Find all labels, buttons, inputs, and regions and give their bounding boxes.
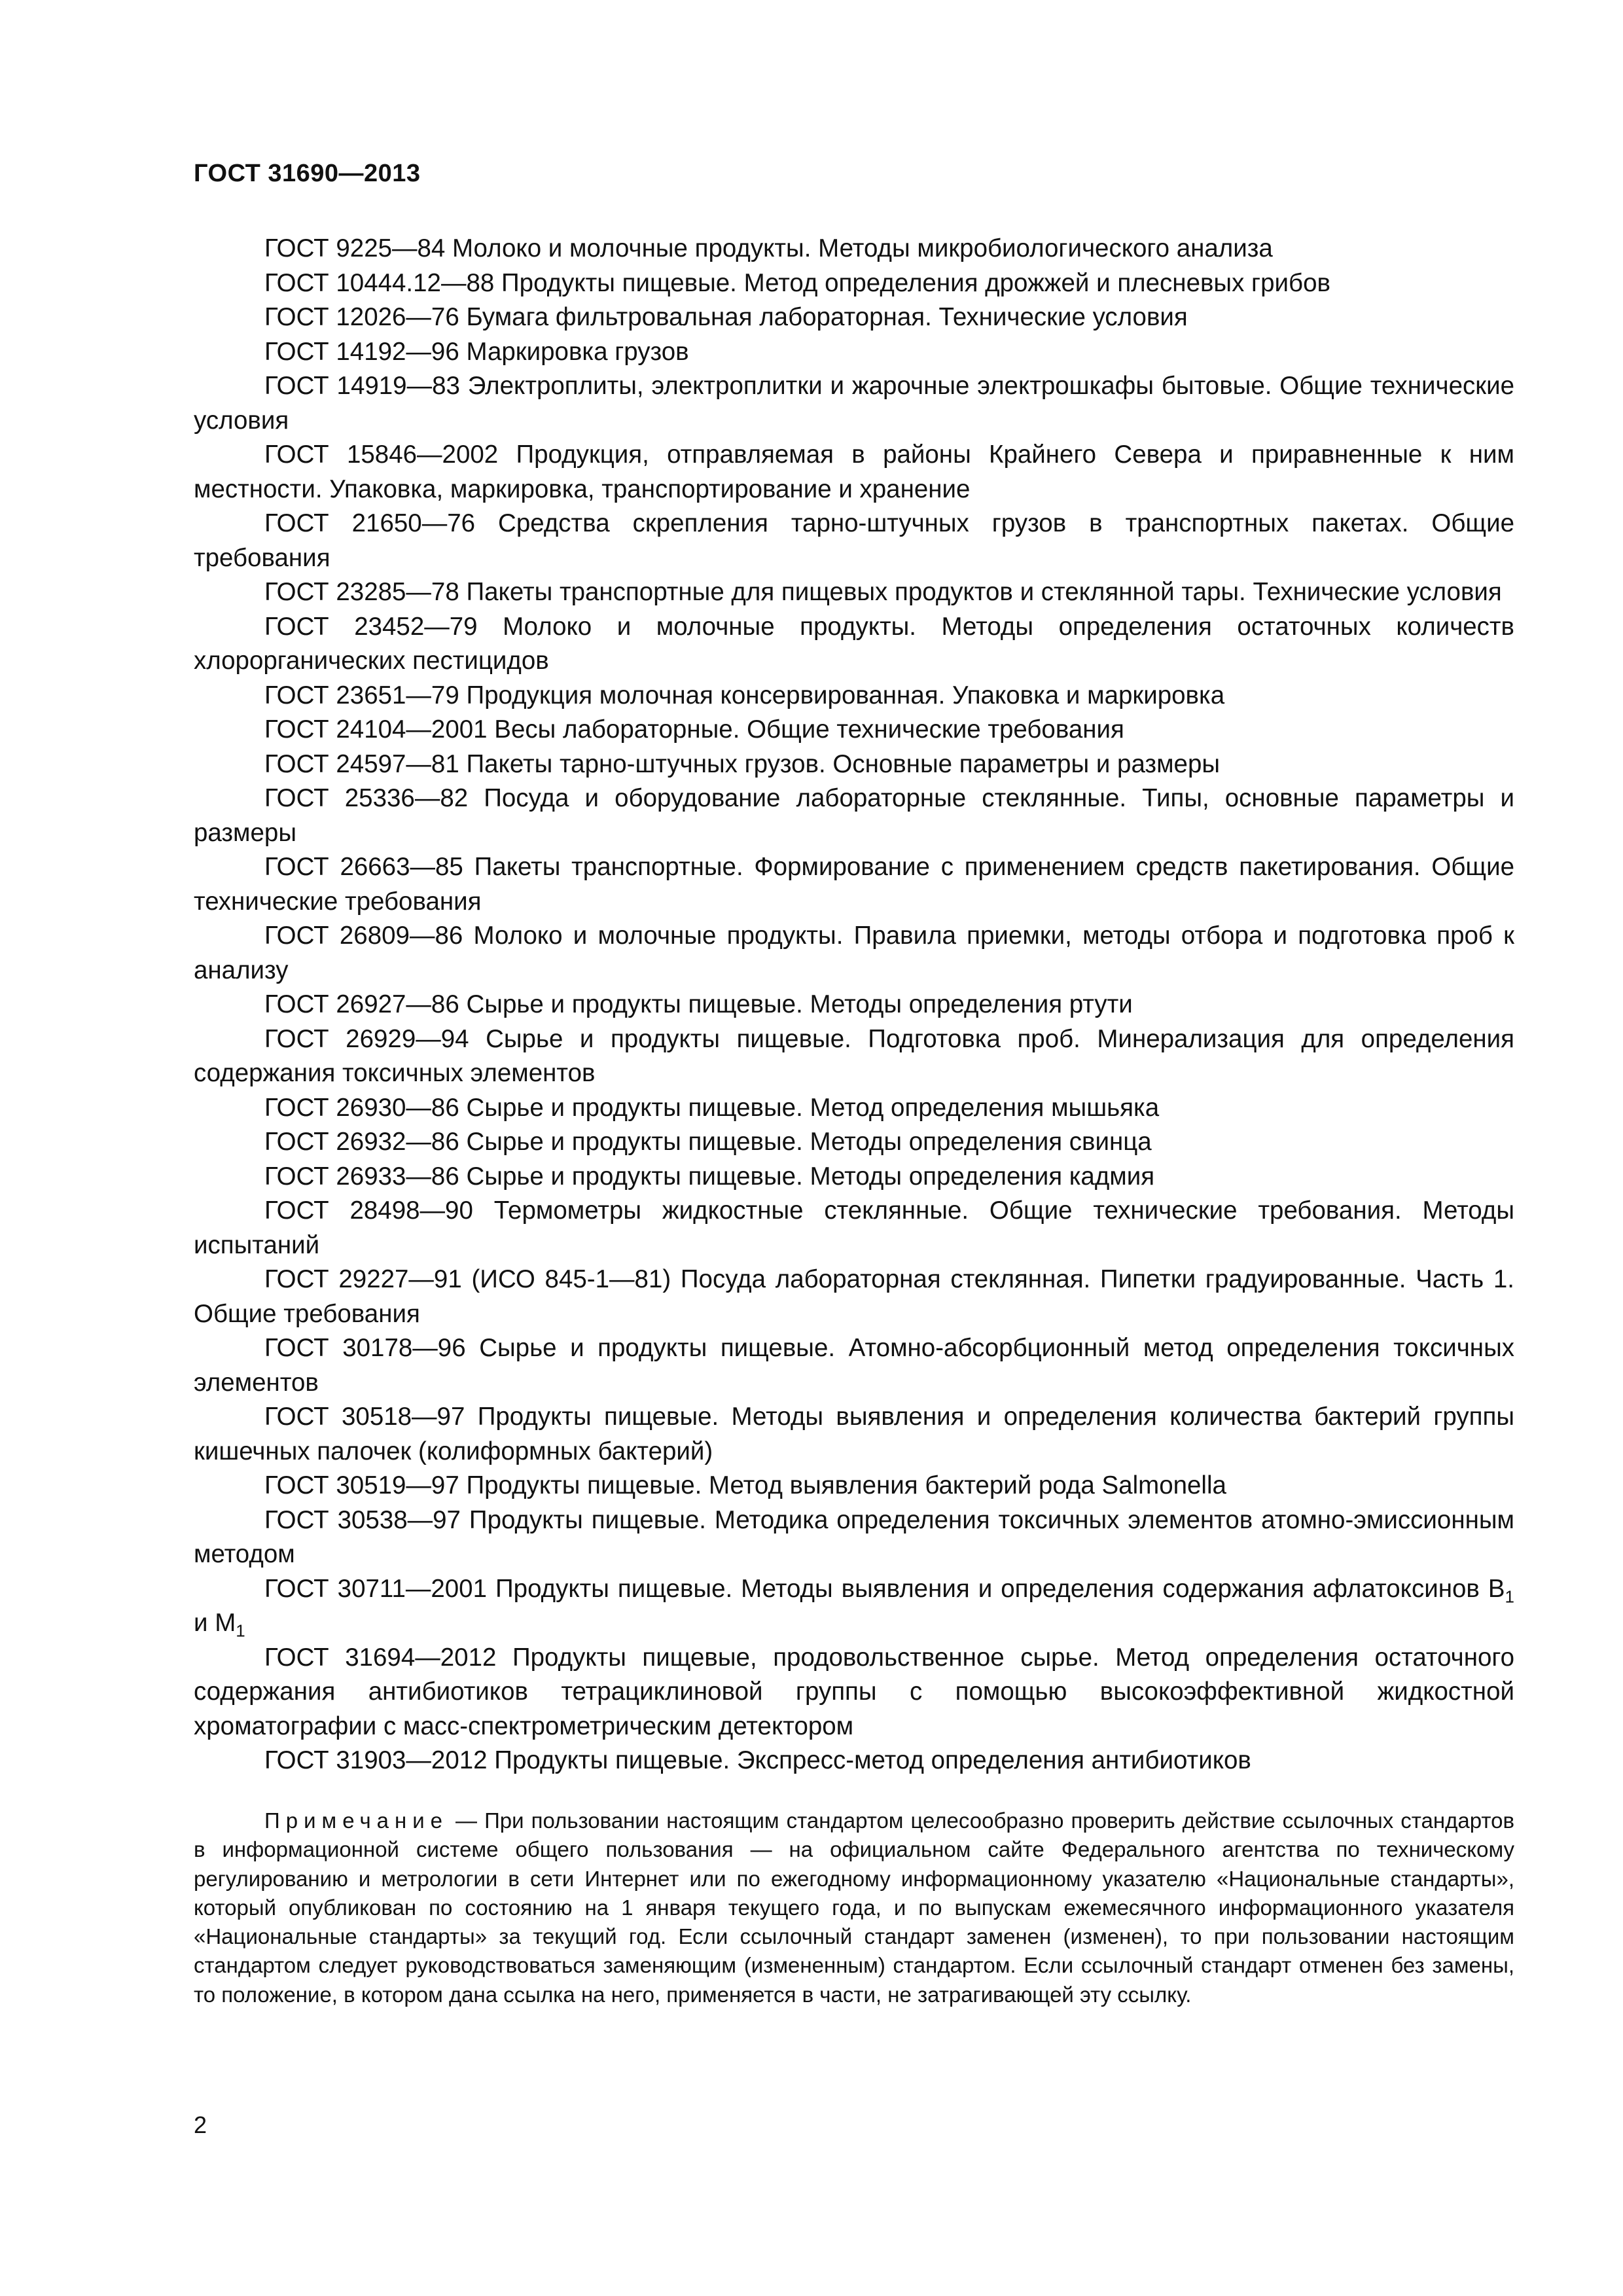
- reference-title: Продукты пищевые. Методы выявления и определения содержания афлатоксинов B: [495, 1574, 1505, 1603]
- reference-code: ГОСТ 28498—90: [264, 1196, 473, 1225]
- reference-title: Сырье и продукты пищевые. Методы определения кадмия: [466, 1162, 1155, 1191]
- reference-code: ГОСТ 24104—2001: [264, 715, 488, 744]
- reference-code: ГОСТ 26663—85: [264, 853, 463, 881]
- reference-code: ГОСТ 30519—97: [264, 1471, 459, 1499]
- reference-item: [194, 919, 1514, 988]
- reference-code: ГОСТ 26929—94: [264, 1024, 469, 1053]
- reference-code: ГОСТ 31903—2012: [264, 1746, 488, 1774]
- reference-title: Продукты пищевые. Методика определения токсичных элементов атомно-эмиссионным методом: [194, 1505, 1514, 1568]
- reference-item: [194, 1331, 1514, 1400]
- note-text: — При пользовании настоящим стандартом целесообразно проверить действие ссылочных стандартов в информационной системе общего пользования — на официальном сайте Федерального агентства по техническому регулированию и метрологии в сети Интернет или по ежегодному информационному указателю «Национальные стандарты», который опубликован по состоянию на 1 января текущего года, и по выпускам ежемесячного информационного указателя «Национальные стандарты» за текущий год. Если ссылочный стандарт заменен (изменен), то при пользовании настоящим стандартом следует руководствоваться заменяющим (измененным) стандартом. Если ссылочный стандарт отменен без замены, то положение, в котором дана ссылка на него, применяется в части, не затрагивающей эту ссылку.: [194, 1808, 1514, 2007]
- reference-item: [194, 1194, 1514, 1263]
- reference-item: [194, 266, 1514, 301]
- reference-code: ГОСТ 31694—2012: [264, 1643, 497, 1672]
- reference-code: ГОСТ 9225—84: [264, 234, 446, 262]
- reference-item: [194, 1263, 1514, 1331]
- reference-item: [194, 988, 1514, 1022]
- reference-item: [194, 438, 1514, 507]
- reference-code: ГОСТ 24597—81: [264, 749, 459, 778]
- reference-item: [194, 747, 1514, 782]
- reference-code: ГОСТ 12026—76: [264, 303, 459, 331]
- reference-item: [194, 1125, 1514, 1160]
- reference-title: Бумага фильтровальная лабораторная. Технические условия: [466, 303, 1188, 331]
- reference-code: ГОСТ 26809—86: [264, 922, 463, 950]
- normative-references-list: [194, 232, 1514, 1778]
- reference-item: [194, 781, 1514, 850]
- subscript-index: 1: [236, 1621, 245, 1641]
- reference-title: Посуда лабораторная стеклянная. Пипетки градуированные. Часть 1. Общие требования: [194, 1265, 1514, 1328]
- reference-title: Пакеты тарно-штучных грузов. Основные параметры и размеры: [466, 749, 1221, 778]
- reference-item: [194, 1160, 1514, 1194]
- reference-item: [194, 1400, 1514, 1469]
- reference-item: [194, 369, 1514, 438]
- reference-item: [194, 1022, 1514, 1091]
- reference-title: Средства скрепления тарно-штучных грузов в транспортных пакетах. Общие требования: [194, 509, 1514, 572]
- reference-item: [194, 1091, 1514, 1126]
- reference-item: [194, 679, 1514, 713]
- reference-code: ГОСТ 15846—2002: [264, 440, 499, 469]
- reference-title: Продукция молочная консервированная. Упаковка и маркировка: [466, 681, 1225, 709]
- reference-item: [194, 507, 1514, 575]
- reference-code: ГОСТ 26927—86: [264, 990, 459, 1018]
- note-paragraph: [194, 1806, 1514, 2009]
- reference-title: Продукты пищевые. Экспресс-метод определения антибиотиков: [494, 1746, 1251, 1774]
- page-number: 2: [194, 2111, 207, 2138]
- reference-title: Сырье и продукты пищевые. Методы определения свинца: [466, 1128, 1152, 1156]
- reference-title: Продукты пищевые. Метод определения дрожжей и плесневых грибов: [501, 268, 1330, 297]
- reference-item: [194, 1503, 1514, 1572]
- reference-title: Продукты пищевые. Методы выявления и определения количества бактерий группы кишечных палочек (колиформных бактерий): [194, 1403, 1514, 1465]
- reference-title: Электроплиты, электроплитки и жарочные электрошкафы бытовые. Общие технические условия: [194, 372, 1514, 435]
- reference-title: Маркировка грузов: [466, 337, 689, 366]
- reference-code: ГОСТ 25336—82: [264, 784, 469, 812]
- reference-title: Сырье и продукты пищевые. Подготовка проб. Минерализация для определения содержания токсичных элементов: [194, 1024, 1514, 1087]
- reference-code: ГОСТ 30178—96: [264, 1334, 466, 1362]
- reference-item: [194, 1469, 1514, 1503]
- document-header-code: ГОСТ 31690—2013: [194, 160, 421, 187]
- reference-code: ГОСТ 23285—78: [264, 578, 459, 606]
- reference-title: Продукты пищевые, продовольственное сырье. Метод определения остаточного содержания антибиотиков тетрациклиновой группы с помощью высокоэффективной жидкостной хроматографии с масс-спектрометрическим детектором: [194, 1643, 1514, 1740]
- subscript-index: 1: [1505, 1587, 1514, 1607]
- reference-item: [194, 1744, 1514, 1778]
- reference-item: [194, 610, 1514, 679]
- reference-title: Пакеты транспортные. Формирование с применением средств пакетирования. Общие технические требования: [194, 853, 1514, 916]
- reference-code: ГОСТ 26932—86: [264, 1128, 459, 1156]
- reference-code: ГОСТ 26930—86: [264, 1093, 459, 1122]
- reference-item: [194, 850, 1514, 919]
- reference-item: [194, 713, 1514, 747]
- reference-title: Посуда и оборудование лабораторные стеклянные. Типы, основные параметры и размеры: [194, 784, 1514, 847]
- reference-title: Сырье и продукты пищевые. Атомно-абсорбционный метод определения токсичных элементов: [194, 1334, 1514, 1397]
- reference-code: ГОСТ 21650—76: [264, 509, 476, 537]
- reference-item: [194, 1572, 1514, 1641]
- reference-title: Сырье и продукты пищевые. Метод определения мышьяка: [466, 1093, 1160, 1122]
- reference-code: ГОСТ 30518—97: [264, 1403, 465, 1431]
- reference-item: [194, 232, 1514, 266]
- reference-code: ГОСТ 29227—91 (ИСО 845-1—81): [264, 1265, 671, 1293]
- reference-code: ГОСТ 26933—86: [264, 1162, 459, 1191]
- reference-title: Термометры жидкостные стеклянные. Общие технические требования. Методы испытаний: [194, 1196, 1514, 1259]
- reference-title-continuation: и M: [194, 1609, 236, 1637]
- reference-title: Молоко и молочные продукты. Правила приемки, методы отбора и подготовка проб к анализу: [194, 922, 1514, 984]
- note-label: Примечание: [264, 1808, 449, 1833]
- reference-title: Продукты пищевые. Метод выявления бактерий рода Salmonella: [466, 1471, 1226, 1499]
- reference-code: ГОСТ 23452—79: [264, 612, 478, 641]
- reference-code: ГОСТ 14192—96: [264, 337, 459, 366]
- reference-item: [194, 575, 1514, 610]
- reference-code: ГОСТ 23651—79: [264, 681, 459, 709]
- reference-code: ГОСТ 30711—2001: [264, 1574, 488, 1603]
- reference-item: [194, 335, 1514, 370]
- reference-title: Сырье и продукты пищевые. Методы определения ртути: [466, 990, 1133, 1018]
- reference-title: Молоко и молочные продукты. Методы определения остаточных количеств хлорорганических пестицидов: [194, 612, 1515, 675]
- reference-title: Продукция, отправляемая в районы Крайнего Севера и приравненные к ним местности. Упаковка, маркировка, транспортирование и хранение: [194, 440, 1514, 503]
- reference-title: Молоко и молочные продукты. Методы микробиологического анализа: [452, 234, 1273, 262]
- reference-code: ГОСТ 10444.12—88: [264, 268, 495, 297]
- reference-title: Весы лабораторные. Общие технические требования: [494, 715, 1124, 744]
- reference-title: Пакеты транспортные для пищевых продуктов и стеклянной тары. Технические условия: [466, 578, 1502, 606]
- reference-code: ГОСТ 30538—97: [264, 1505, 461, 1534]
- reference-code: ГОСТ 14919—83: [264, 372, 460, 400]
- reference-item: [194, 1641, 1514, 1744]
- reference-item: [194, 300, 1514, 335]
